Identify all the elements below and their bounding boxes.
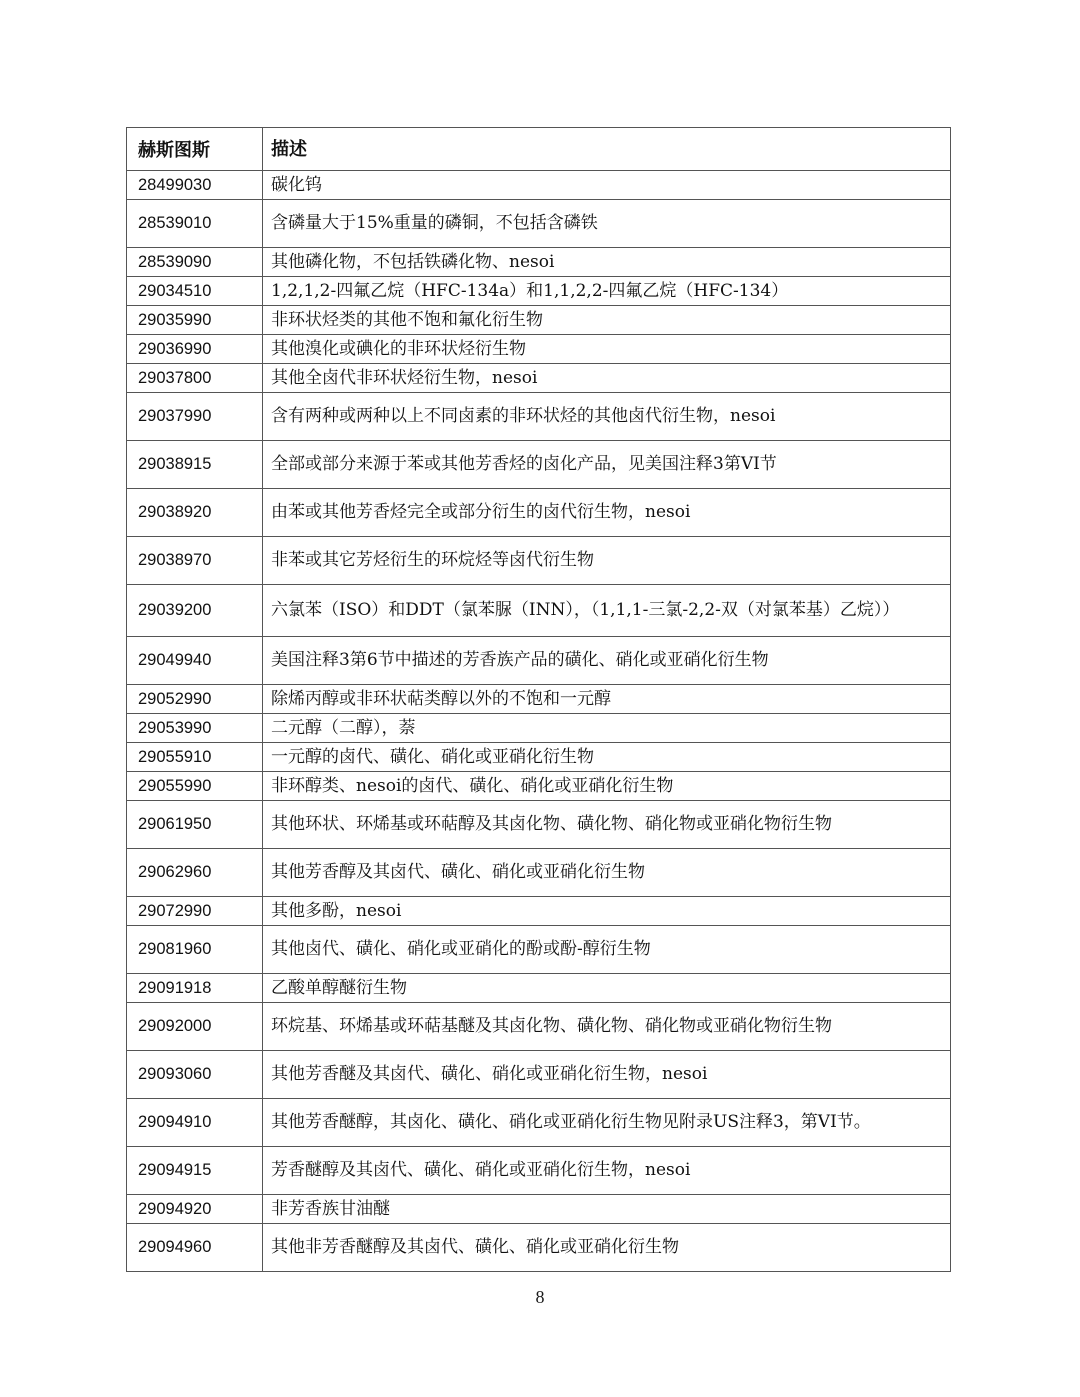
hts-code-cell: 29039200 [127, 585, 263, 637]
table-row [127, 171, 951, 200]
hts-code-cell: 29035990 [127, 306, 263, 335]
hts-code-cell: 29037800 [127, 364, 263, 393]
description-cell: 由苯或其他芳香烃完全或部分衍生的卤代衍生物，nesoi [263, 489, 951, 537]
hts-table [126, 127, 951, 1272]
table-row [127, 489, 951, 537]
description-cell: 其他全卤代非环状烃衍生物，nesoi [263, 364, 951, 393]
table-row [127, 637, 951, 685]
table-row [127, 537, 951, 585]
header-description: 描述 [263, 128, 951, 171]
hts-code-cell: 29036990 [127, 335, 263, 364]
table-row [127, 1099, 951, 1147]
description-cell: 全部或部分来源于苯或其他芳香烃的卤化产品，见美国注释3第VI节 [263, 441, 951, 489]
hts-code-cell: 29094915 [127, 1147, 263, 1195]
hts-code-cell: 29061950 [127, 801, 263, 849]
table-row [127, 1003, 951, 1051]
table-row [127, 364, 951, 393]
hts-code-cell: 29055910 [127, 743, 263, 772]
header-code: 赫斯图斯 [127, 128, 263, 171]
description-cell: 非环醇类、nesoi的卤代、磺化、硝化或亚硝化衍生物 [263, 772, 951, 801]
table-row [127, 441, 951, 489]
description-cell: 非芳香族甘油醚 [263, 1195, 951, 1224]
table-row [127, 393, 951, 441]
table-row [127, 772, 951, 801]
description-cell: 非苯或其它芳烃衍生的环烷烃等卤代衍生物 [263, 537, 951, 585]
description-cell: 六氯苯（ISO）和DDT（氯苯脲（INN），（1,1,1-三氯-2,2-双（对氯苯基）乙烷）） [263, 585, 951, 637]
description-cell: 其他非芳香醚醇及其卤代、磺化、硝化或亚硝化衍生物 [263, 1224, 951, 1272]
description-cell: 除烯丙醇或非环状萜类醇以外的不饱和一元醇 [263, 685, 951, 714]
hts-code-cell: 29038920 [127, 489, 263, 537]
description-cell: 环烷基、环烯基或环萜基醚及其卤化物、磺化物、硝化物或亚硝化物衍生物 [263, 1003, 951, 1051]
hts-code-cell: 29052990 [127, 685, 263, 714]
description-cell: 美国注释3第6节中描述的芳香族产品的磺化、硝化或亚硝化衍生物 [263, 637, 951, 685]
description-cell: 其他芳香醚及其卤代、磺化、硝化或亚硝化衍生物，nesoi [263, 1051, 951, 1099]
page-number: 8 [535, 1287, 545, 1307]
description-cell: 碳化钨 [263, 171, 951, 200]
description-cell: 其他芳香醚醇，其卤化、磺化、硝化或亚硝化衍生物见附录US注释3，第VI节。 [263, 1099, 951, 1147]
table-row [127, 1195, 951, 1224]
hts-code-cell: 29038915 [127, 441, 263, 489]
table-body [127, 128, 951, 1272]
description-cell: 其他卤代、磺化、硝化或亚硝化的酚或酚-醇衍生物 [263, 926, 951, 974]
table-row [127, 335, 951, 364]
hts-code-cell: 29094910 [127, 1099, 263, 1147]
hts-code-cell: 28539010 [127, 200, 263, 248]
table-row [127, 1051, 951, 1099]
hts-code-cell: 28499030 [127, 171, 263, 200]
table-row [127, 200, 951, 248]
hts-code-cell: 29037990 [127, 393, 263, 441]
description-cell: 其他磷化物，不包括铁磷化物、nesoi [263, 248, 951, 277]
hts-code-cell: 29072990 [127, 897, 263, 926]
description-cell: 含磷量大于15%重量的磷铜，不包括含磷铁 [263, 200, 951, 248]
table-row [127, 306, 951, 335]
hts-code-cell: 29094920 [127, 1195, 263, 1224]
table-row [127, 974, 951, 1003]
table-row [127, 897, 951, 926]
table-header-row [127, 128, 951, 171]
description-cell: 二元醇（二醇），萘 [263, 714, 951, 743]
table-row [127, 248, 951, 277]
table-row [127, 743, 951, 772]
hts-code-cell: 28539090 [127, 248, 263, 277]
description-cell: 含有两种或两种以上不同卤素的非环状烃的其他卤代衍生物，nesoi [263, 393, 951, 441]
description-cell: 非环状烃类的其他不饱和氟化衍生物 [263, 306, 951, 335]
table-row [127, 1147, 951, 1195]
table-row [127, 585, 951, 637]
hts-code-cell: 29081960 [127, 926, 263, 974]
description-cell: 其他芳香醇及其卤代、磺化、硝化或亚硝化衍生物 [263, 849, 951, 897]
table-row [127, 714, 951, 743]
hts-code-cell: 29049940 [127, 637, 263, 685]
hts-code-cell: 29092000 [127, 1003, 263, 1051]
description-cell: 1,2,1,2-四氟乙烷（HFC-134a）和1,1,2,2-四氟乙烷（HFC-134） [263, 277, 951, 306]
hts-code-cell: 29053990 [127, 714, 263, 743]
table-row [127, 849, 951, 897]
table-row [127, 1224, 951, 1272]
table-row [127, 801, 951, 849]
description-cell: 一元醇的卤代、磺化、硝化或亚硝化衍生物 [263, 743, 951, 772]
table-row [127, 685, 951, 714]
description-cell: 其他环状、环烯基或环萜醇及其卤化物、磺化物、硝化物或亚硝化物衍生物 [263, 801, 951, 849]
hts-code-cell: 29055990 [127, 772, 263, 801]
hts-code-cell: 29038970 [127, 537, 263, 585]
table-row [127, 926, 951, 974]
description-cell: 乙酸单醇醚衍生物 [263, 974, 951, 1003]
hts-code-cell: 29091918 [127, 974, 263, 1003]
table-row [127, 277, 951, 306]
description-cell: 其他溴化或碘化的非环状烃衍生物 [263, 335, 951, 364]
description-cell: 其他多酚，nesoi [263, 897, 951, 926]
hts-code-cell: 29093060 [127, 1051, 263, 1099]
hts-code-cell: 29094960 [127, 1224, 263, 1272]
description-cell: 芳香醚醇及其卤代、磺化、硝化或亚硝化衍生物，nesoi [263, 1147, 951, 1195]
hts-code-cell: 29034510 [127, 277, 263, 306]
hts-code-cell: 29062960 [127, 849, 263, 897]
